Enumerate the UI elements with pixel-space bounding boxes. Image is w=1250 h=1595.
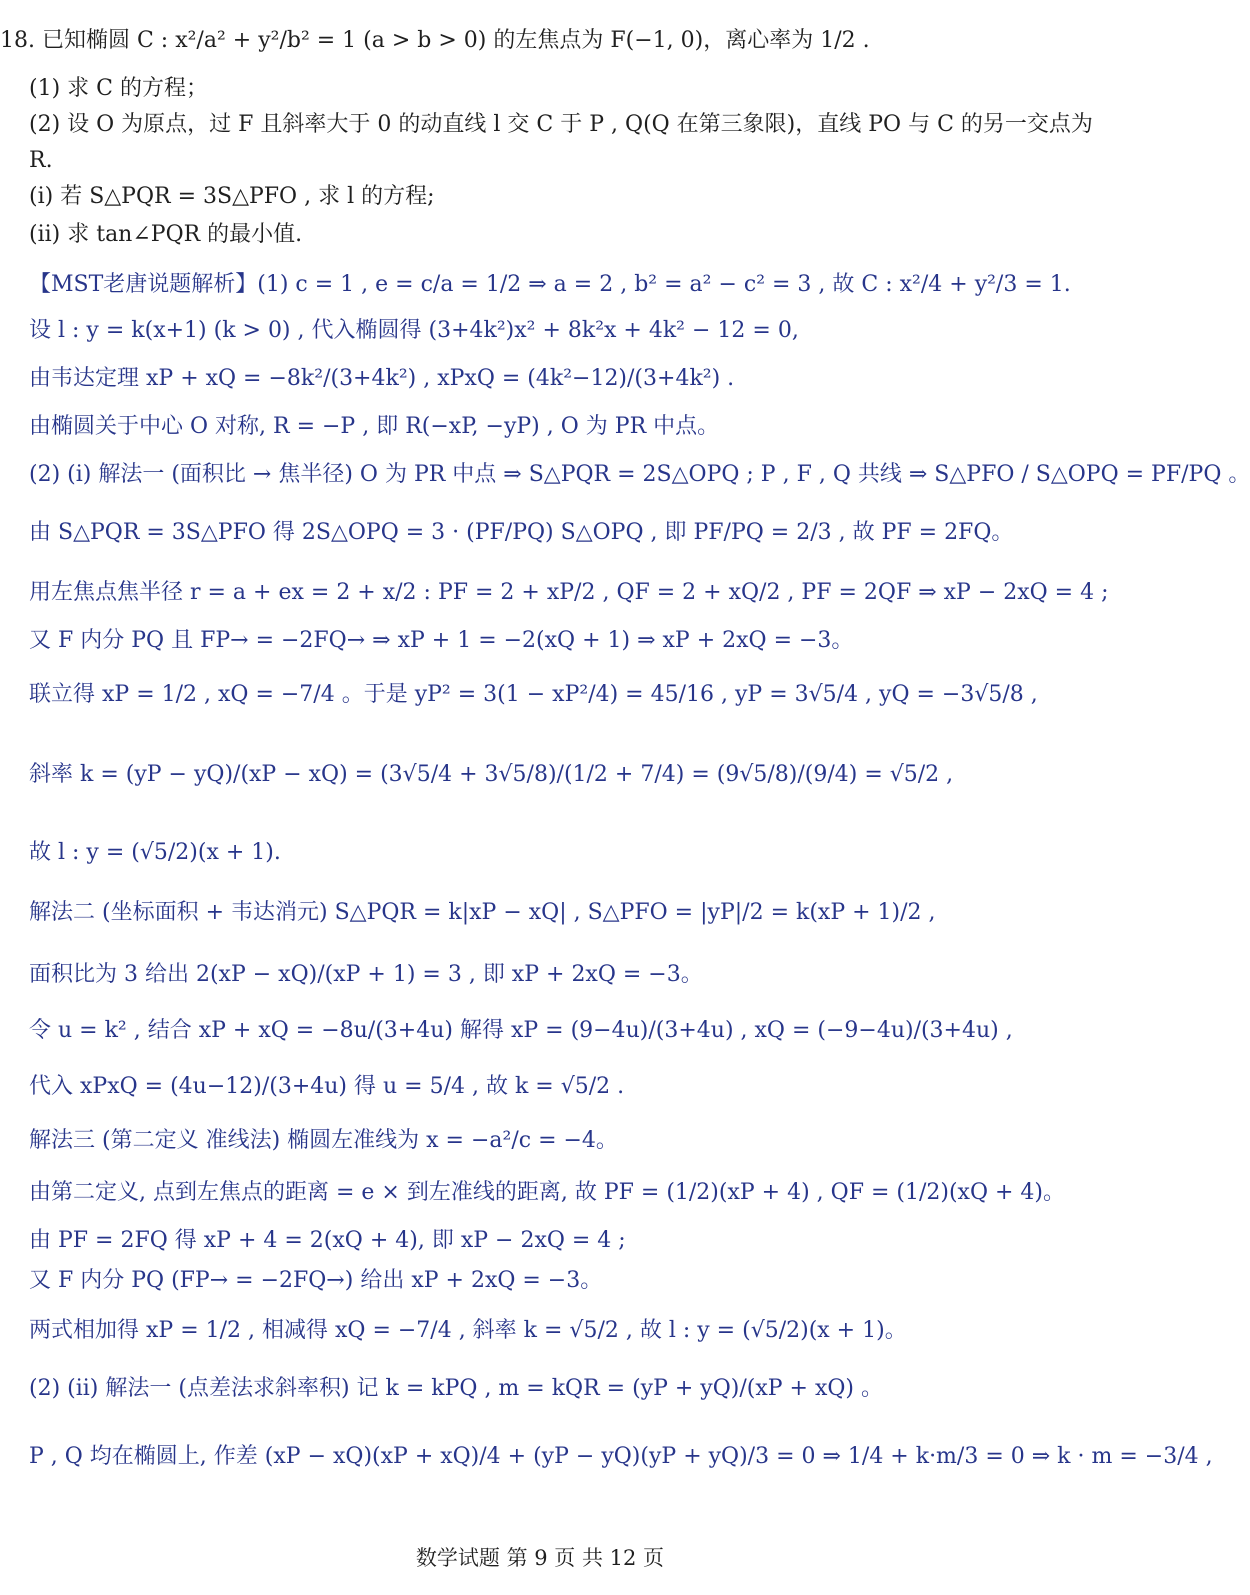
- problem-part-2-cont: R.: [29, 148, 53, 173]
- solution-line: 两式相加得 xP = 1/2 , 相减得 xQ = −7/4 , 斜率 k = √5/2 , 故 l : y = (√5/2)(x + 1)。: [29, 1318, 907, 1343]
- problem-sub-i: (i) 若 S△PQR = 3S△PFO , 求 l 的方程;: [29, 184, 435, 209]
- solution-line: 用左焦点焦半径 r = a + ex = 2 + x/2 : PF = 2 + xP/2 , QF = 2 + xQ/2 , PF = 2QF ⇒ xP − 2xQ = 4 ;: [29, 580, 1109, 605]
- page-footer: 数学试题 第 9 页 共 12 页: [415, 1546, 665, 1570]
- solution-line: 由椭圆关于中心 O 对称, R = −P , 即 R(−xP, −yP) , O 为 PR 中点。: [29, 414, 720, 439]
- solution-line: 联立得 xP = 1/2 , xQ = −7/4 。于是 yP² = 3(1 − xP²/4) = 45/16 , yP = 3√5/4 , yQ = −3√5/8 ,: [29, 682, 1038, 707]
- problem-part-1: (1) 求 C 的方程；: [29, 76, 208, 101]
- solution-line: 代入 xPxQ = (4u−12)/(3+4u) 得 u = 5/4 , 故 k = √5/2 .: [29, 1074, 625, 1099]
- problem-title: 18. 已知椭圆 C : x²/a² + y²/b² = 1 (a > b > 0) 的左焦点为 F(−1, 0)，离心率为 1/2 .: [0, 28, 870, 53]
- solution-line: 故 l : y = (√5/2)(x + 1).: [29, 840, 281, 865]
- problem-part-2: (2) 设 O 为原点，过 F 且斜率大于 0 的动直线 l 交 C 于 P , Q(Q 在第三象限)，直线 PO 与 C 的另一交点为: [29, 112, 1093, 137]
- solution-line: (2) (ii) 解法一 (点差法求斜率积) 记 k = kPQ , m = kQR = (yP + yQ)/(xP + xQ) 。: [29, 1376, 883, 1401]
- solution-line: 解法二 (坐标面积 + 韦达消元) S△PQR = k|xP − xQ| , S△PFO = |yP|/2 = k(xP + 1)/2 ,: [29, 900, 936, 925]
- solution-line: 面积比为 3 给出 2(xP − xQ)/(xP + 1) = 3 , 即 xP + 2xQ = −3。: [29, 962, 703, 987]
- solution-line: 又 F 内分 PQ 且 FP→ = −2FQ→ ⇒ xP + 1 = −2(xQ + 1) ⇒ xP + 2xQ = −3。: [29, 628, 854, 653]
- problem-sub-ii: (ii) 求 tan∠PQR 的最小值.: [29, 222, 303, 247]
- solution-line: 斜率 k = (yP − yQ)/(xP − xQ) = (3√5/4 + 3√5/8)/(1/2 + 7/4) = (9√5/8)/(9/4) = √5/2 ,: [29, 762, 954, 787]
- solution-line: 解法三 (第二定义 准线法) 椭圆左准线为 x = −a²/c = −4。: [29, 1128, 618, 1153]
- solution-line: (2) (i) 解法一 (面积比 → 焦半径) O 为 PR 中点 ⇒ S△PQR = 2S△OPQ ; P , F , Q 共线 ⇒ S△PFO / S△OPQ = PF/PQ 。: [29, 462, 1250, 487]
- solution-line: 由 S△PQR = 3S△PFO 得 2S△OPQ = 3 · (PF/PQ) S△OPQ , 即 PF/PQ = 2/3 , 故 PF = 2FQ。: [29, 520, 1014, 545]
- solution-line: 由 PF = 2FQ 得 xP + 4 = 2(xQ + 4), 即 xP − 2xQ = 4 ;: [29, 1228, 626, 1253]
- solution-line: 令 u = k² , 结合 xP + xQ = −8u/(3+4u) 解得 xP = (9−4u)/(3+4u) , xQ = (−9−4u)/(3+4u) ,: [29, 1018, 1013, 1043]
- solution-line: P , Q 均在椭圆上, 作差 (xP − xQ)(xP + xQ)/4 + (yP − yQ)(yP + yQ)/3 = 0 ⇒ 1/4 + k·m/3 = 0 ⇒ k · m = −3/4 ,: [29, 1444, 1213, 1469]
- solution-line: 又 F 内分 PQ (FP→ = −2FQ→) 给出 xP + 2xQ = −3。: [29, 1268, 603, 1293]
- solution-line: 由韦达定理 xP + xQ = −8k²/(3+4k²) , xPxQ = (4k²−12)/(3+4k²) .: [29, 366, 735, 391]
- solution-line: 【MST老唐说题解析】(1) c = 1 , e = c/a = 1/2 ⇒ a = 2 , b² = a² − c² = 3 , 故 C : x²/4 + y²/3 = 1.: [29, 272, 1071, 297]
- solution-line: 由第二定义, 点到左焦点的距离 = e × 到左准线的距离, 故 PF = (1/2)(xP + 4) , QF = (1/2)(xQ + 4)。: [29, 1180, 1065, 1205]
- solution-line: 设 l : y = k(x+1) (k > 0) , 代入椭圆得 (3+4k²)x² + 8k²x + 4k² − 12 = 0,: [29, 318, 799, 343]
